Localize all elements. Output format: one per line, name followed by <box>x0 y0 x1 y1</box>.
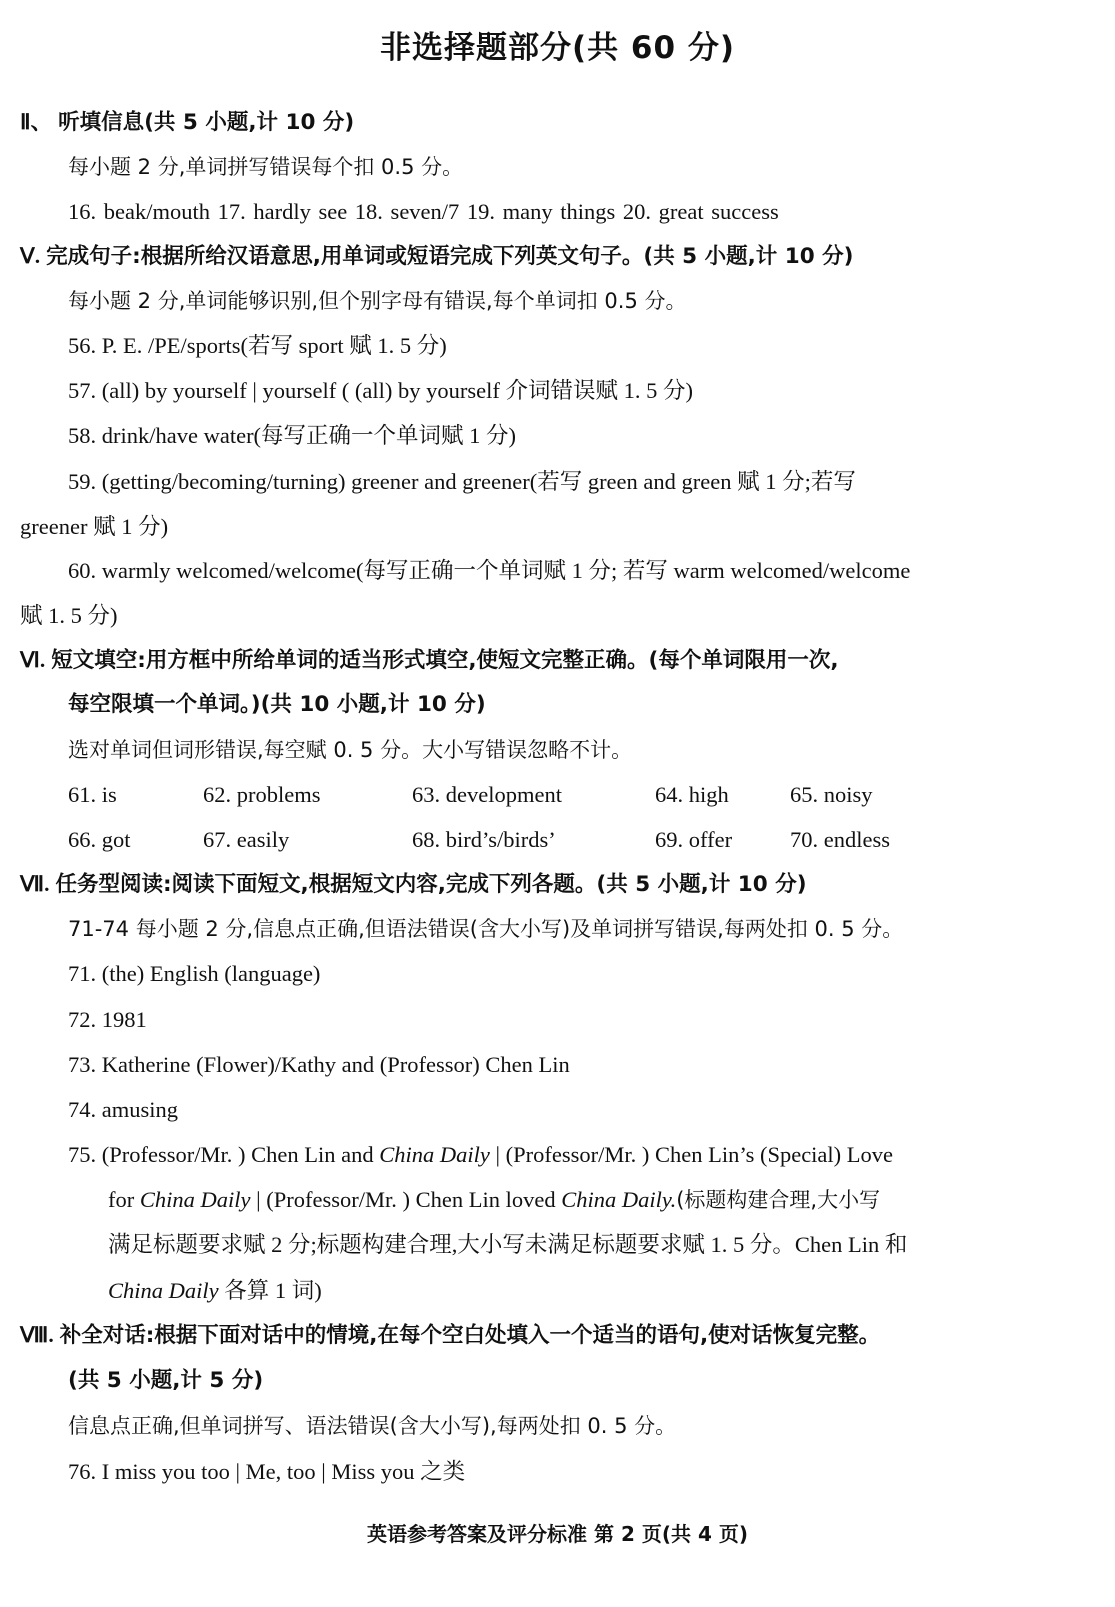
answer-75-line4 <box>108 1276 322 1306</box>
section-2-title: 听填信息(共 5 小题,计 10 分) <box>58 110 355 135</box>
section-6-heading <box>20 645 838 676</box>
answer-75-text: 75. (Professor/Mr. ) Chen Lin and <box>68 1142 380 1167</box>
answer-75-italic-title: China Daily <box>108 1278 219 1303</box>
answer-75-line3: 满足标题要求赋 2 分;标题构建合理,大小写未满足标题要求赋 1. 5 分。Chen Lin 和 <box>108 1232 908 1257</box>
answer-75-italic-title: China Daily <box>139 1187 251 1212</box>
section-5-title: 完成句子:根据所给汉语意思,用单词或短语完成下列英文句子。(共 5 小题,计 10 分) <box>46 244 854 269</box>
answer-60-line2: 赋 1. 5 分) <box>20 603 118 628</box>
section-8-numeral: Ⅷ. <box>20 1323 54 1347</box>
section-2-rule: 每小题 2 分,单词拼写错误每个扣 0.5 分。 <box>68 155 464 179</box>
answer-75-italic-title: China Daily <box>379 1142 490 1167</box>
answer-75-line2 <box>108 1185 880 1215</box>
answer-60-line1: 60. warmly welcomed/welcome(每写正确一个单词赋 1 分; 若写 warm welcomed/welcome <box>68 558 911 583</box>
answer-75-italic-title: China Daily. <box>561 1187 677 1212</box>
section-7-title: 任务型阅读:阅读下面短文,根据短文内容,完成下列各题。(共 5 小题,计 10 分) <box>55 872 807 897</box>
section-7-heading <box>20 869 807 900</box>
answer-61: 61. is <box>68 782 117 807</box>
answer-62: 62. problems <box>203 782 321 807</box>
section-8-title-line2: (共 5 小题,计 5 分) <box>68 1368 264 1393</box>
answer-75-text: for <box>108 1187 140 1212</box>
answer-59-line1: 59. (getting/becoming/turning) greener and greener(若写 green and green 赋 1 分;若写 <box>68 469 856 494</box>
answer-70: 70. endless <box>790 827 890 852</box>
answer-65: 65. noisy <box>790 782 873 807</box>
answer-75-line1 <box>68 1140 893 1170</box>
answer-72: 72. 1981 <box>68 1007 147 1032</box>
section-5-heading <box>20 241 854 272</box>
answer-63: 63. development <box>412 782 562 807</box>
answer-75-text: | (Professor/Mr. ) Chen Lin’s (Special) Love <box>489 1142 894 1167</box>
answer-69: 69. offer <box>655 827 733 852</box>
answer-59-line2: greener 赋 1 分) <box>20 514 169 539</box>
answer-75-text: | (Professor/Mr. ) Chen Lin loved <box>250 1187 562 1212</box>
section-7-numeral: Ⅶ. <box>20 872 50 896</box>
answer-75-note: 各算 1 词) <box>218 1278 322 1303</box>
answer-75-note: (标题构建合理,大小写 <box>676 1188 881 1212</box>
answer-74: 74. amusing <box>68 1097 178 1122</box>
section-6-numeral: Ⅵ. <box>20 648 46 672</box>
answer-76: 76. I miss you too | Me, too | Miss you 之类 <box>68 1459 466 1484</box>
section-7-rule: 71-74 每小题 2 分,信息点正确,但语法错误(含大小写)及单词拼写错误,每两处扣 0. 5 分。 <box>68 917 904 941</box>
answer-67: 67. easily <box>203 827 290 852</box>
section-8-heading <box>20 1320 880 1351</box>
page-footer: 英语参考答案及评分标准 第 2 页(共 4 页) <box>367 1522 748 1546</box>
answer-71: 71. (the) English (language) <box>68 961 321 986</box>
answer-64: 64. high <box>655 782 729 807</box>
page-title: 非选择题部分(共 60 分) <box>379 30 736 66</box>
answer-58: 58. drink/have water(每写正确一个单词赋 1 分) <box>68 423 517 448</box>
answer-66: 66. got <box>68 827 131 852</box>
section-5-rule: 每小题 2 分,单词能够识别,但个别字母有错误,每个单词扣 0.5 分。 <box>68 289 687 313</box>
section-6-title-line1: 短文填空:用方框中所给单词的适当形式填空,使短文完整正确。(每个单词限用一次, <box>51 648 839 673</box>
answer-73: 73. Katherine (Flower)/Kathy and (Professor) Chen Lin <box>68 1052 570 1077</box>
section-8-title-line1: 补全对话:根据下面对话中的情境,在每个空白处填入一个适当的语句,使对话恢复完整。 <box>59 1323 881 1348</box>
answer-68: 68. bird’s/birds’ <box>412 827 556 852</box>
section-5-numeral: Ⅴ. <box>20 244 41 268</box>
section-2-numeral: Ⅱ、 <box>20 110 53 134</box>
answer-57: 57. (all) by yourself | yourself ( (all) by yourself 介词错误赋 1. 5 分) <box>68 378 694 403</box>
section-2-heading <box>20 107 354 138</box>
section-8-rule: 信息点正确,但单词拼写、语法错误(含大小写),每两处扣 0. 5 分。 <box>68 1414 677 1438</box>
section-6-title-line2: 每空限填一个单词。)(共 10 小题,计 10 分) <box>68 692 486 717</box>
section-2-answers: 16. beak/mouth 17. hardly see 18. seven/7 19. many things 20. great success <box>68 199 779 224</box>
answer-56: 56. P. E. /PE/sports(若写 sport 赋 1. 5 分) <box>68 333 447 358</box>
section-6-rule: 选对单词但词形错误,每空赋 0. 5 分。大小写错误忽略不计。 <box>68 738 633 762</box>
